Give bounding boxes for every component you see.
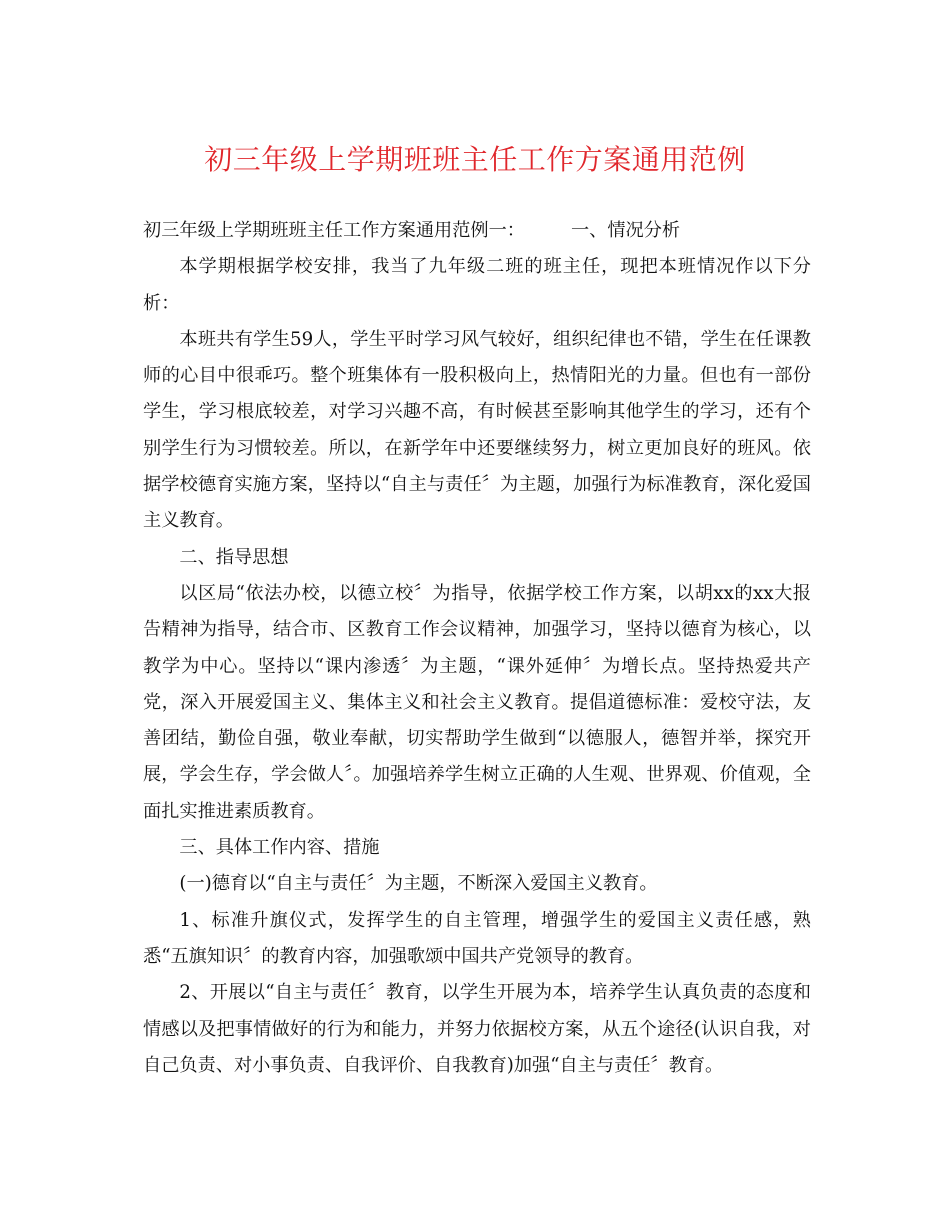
intro-line — [143, 213, 811, 249]
document-body — [143, 213, 811, 1084]
paragraph-guiding-thought: 以区局“依法办校，以德立校〞为指导，依据学校工作方案，以胡xx的xx大报告精神为指导，结合市、区教育工作会议精神，加强学习，坚持以德育为核心，以教学为中心。坚持以“课内渗透〞为主题，“课外延伸〞为增长点。坚持热爱共产党，深入开展爱国主义、集体主义和社会主义教育。提倡道德标准：爱校守法，友善团结，勤俭自强，敬业奉献，切实帮助学生做到“以德服人，德智并举，探究开展，学会生存，学会做人〞。加强培养学生树立正确的人生观、世界观、价值观，全面扎实推进素质教育。 — [143, 582, 811, 822]
document-title: 初三年级上学期班班主任工作方案通用范例 — [204, 143, 746, 176]
paragraph-class-analysis: 本班共有学生59人，学生平时学习风气较好，组织纪律也不错，学生在任课教师的心目中很乖巧。整个班集体有一股积极向上，热情阳光的力量。但也有一部份学生，学习根底较差，对学习兴趣不高，有时候甚至影响其他学生的学习，还有个别学生行为习惯较差。所以，在新学年中还要继续努力，树立更加良好的班风。依据学校德育实施方案，坚持以“自主与责任〞为主题，加强行为标准教育，深化爱国主义教育。 — [143, 328, 811, 532]
list-item-flag-ceremony: 1、标准升旗仪式，发挥学生的自主管理，增强学生的爱国主义责任感，熟悉“五旗知识〞的教育内容，加强歌颂中国共产党领导的教育。 — [143, 909, 811, 967]
intro-label: 初三年级上学期班班主任工作方案通用范例一： — [143, 220, 525, 241]
section-heading-guiding-thought: 二、指导思想 — [179, 546, 289, 568]
section-heading-situation: 一、情况分析 — [570, 220, 681, 241]
section-heading-work-content: 三、具体工作内容、措施 — [179, 837, 380, 859]
list-item-autonomy-education: 2、开展以“自主与责任〞教育，以学生开展为本，培养学生认真负责的态度和情感以及把事情做好的行为和能力，并努力依据校方案，从五个途径(认识自我，对自己负责、对小事负责、自我评价、自我教育)加强“自主与责任〞教育。 — [143, 982, 811, 1076]
paragraph-situation-intro: 本学期根据学校安排，我当了九年级二班的班主任，现把本班情况作以下分析： — [143, 256, 811, 314]
subsection-moral-education: (一)德育以“自主与责任〞为主题，不断深入爱国主义教育。 — [179, 873, 658, 895]
